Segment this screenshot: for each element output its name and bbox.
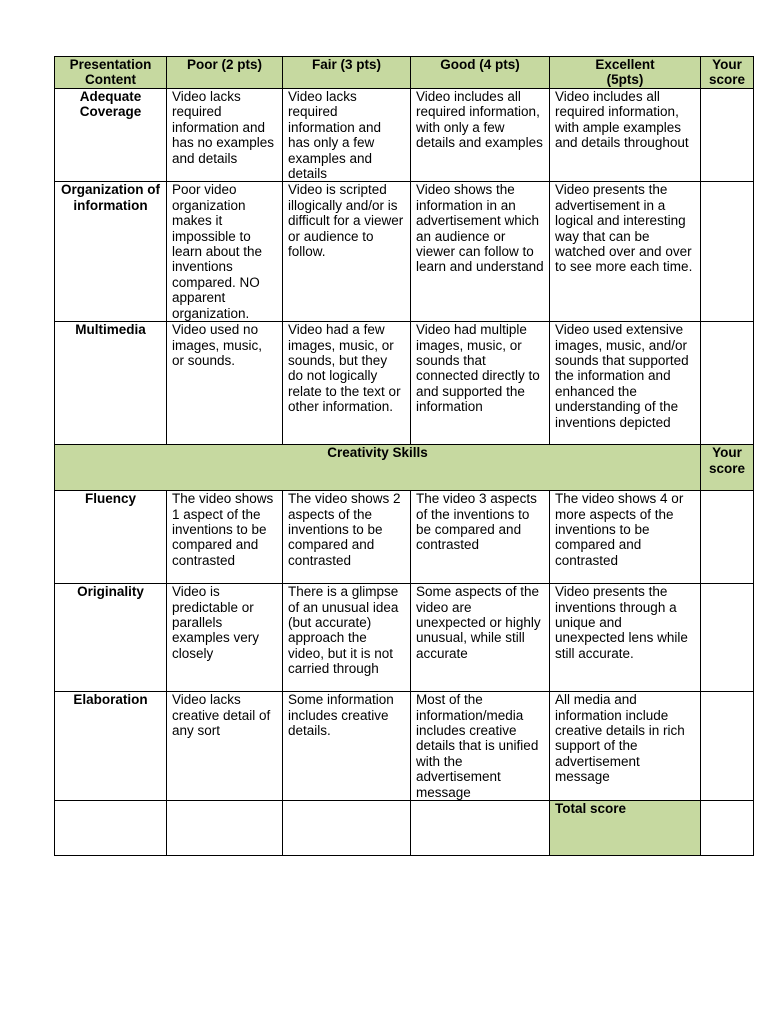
poor-cell: Video is predictable or parallels examples very closely: [167, 584, 283, 692]
excellent-cell: Video used extensive images, music, and/or sounds that supported the information and enhanced the understanding of the inventions depicted: [550, 322, 701, 445]
criterion-cell: Adequate Coverage: [55, 89, 167, 182]
poor-cell: Video used no images, music, or sounds.: [167, 322, 283, 445]
header-score: Your score: [701, 445, 754, 491]
empty-cell: [411, 800, 550, 855]
good-cell: Video includes all required information, with only a few details and examples: [411, 89, 550, 182]
table-row: [55, 89, 754, 182]
empty-cell: [55, 800, 167, 855]
table-row: [55, 584, 754, 692]
good-cell: The video 3 aspects of the inventions to be compared and contrasted: [411, 491, 550, 584]
criterion-cell: Fluency: [55, 491, 167, 584]
score-cell[interactable]: [701, 692, 754, 801]
poor-cell: Poor video organization makes it impossible to learn about the inventions compared. NO apparent organization.: [167, 182, 283, 322]
good-cell: Video had multiple images, music, or sounds that connected directly to and supported the information: [411, 322, 550, 445]
criterion-cell: Organization of information: [55, 182, 167, 322]
fair-cell: Some information includes creative details.: [283, 692, 411, 801]
poor-cell: Video lacks required information and has no examples and details: [167, 89, 283, 182]
table-row: [55, 491, 754, 584]
excellent-cell: All media and information include creative details in rich support of the advertisement message: [550, 692, 701, 801]
score-cell[interactable]: [701, 491, 754, 584]
good-cell: Video shows the information in an advertisement which an audience or viewer can follow to learn and understand: [411, 182, 550, 322]
poor-cell: The video shows 1 aspect of the inventions to be compared and contrasted: [167, 491, 283, 584]
excellent-cell: Video presents the inventions through a unique and unexpected lens while still accurate.: [550, 584, 701, 692]
table-row: [55, 182, 754, 322]
empty-cell: [167, 800, 283, 855]
score-cell[interactable]: [701, 89, 754, 182]
score-cell[interactable]: [701, 584, 754, 692]
excellent-cell: Video presents the advertisement in a logical and interesting way that can be watched over and over to see more each time.: [550, 182, 701, 322]
rubric-table: [54, 56, 754, 856]
header-row: [55, 57, 754, 89]
empty-cell: [283, 800, 411, 855]
header-excellent: Excellent (5pts): [550, 57, 701, 89]
header-good: Good (4 pts): [411, 57, 550, 89]
good-cell: Most of the information/media includes creative details that is unified with the advertisement message: [411, 692, 550, 801]
header-score: Your score: [701, 57, 754, 89]
fair-cell: The video shows 2 aspects of the inventions to be compared and contrasted: [283, 491, 411, 584]
creativity-header-row: [55, 445, 754, 491]
score-cell[interactable]: [701, 322, 754, 445]
excellent-cell: The video shows 4 or more aspects of the inventions to be compared and contrasted: [550, 491, 701, 584]
criterion-cell: Elaboration: [55, 692, 167, 801]
fair-cell: There is a glimpse of an unusual idea (but accurate) approach the video, but it is not carried through: [283, 584, 411, 692]
total-score-cell[interactable]: [701, 800, 754, 855]
total-row: [55, 800, 754, 855]
criterion-cell: Originality: [55, 584, 167, 692]
fair-cell: Video had a few images, music, or sounds, but they do not logically relate to the text or other information.: [283, 322, 411, 445]
excellent-cell: Video includes all required information, with ample examples and details throughout: [550, 89, 701, 182]
criterion-cell: Multimedia: [55, 322, 167, 445]
header-criterion: Presentation Content: [55, 57, 167, 89]
score-cell[interactable]: [701, 182, 754, 322]
total-score-label: Total score: [550, 800, 701, 855]
table-row: [55, 692, 754, 801]
section-title-creativity: Creativity Skills: [55, 445, 701, 491]
good-cell: Some aspects of the video are unexpected or highly unusual, while still accurate: [411, 584, 550, 692]
header-fair: Fair (3 pts): [283, 57, 411, 89]
poor-cell: Video lacks creative detail of any sort: [167, 692, 283, 801]
header-poor: Poor (2 pts): [167, 57, 283, 89]
fair-cell: Video lacks required information and has only a few examples and details: [283, 89, 411, 182]
table-row: [55, 322, 754, 445]
fair-cell: Video is scripted illogically and/or is difficult for a viewer or audience to follow.: [283, 182, 411, 322]
